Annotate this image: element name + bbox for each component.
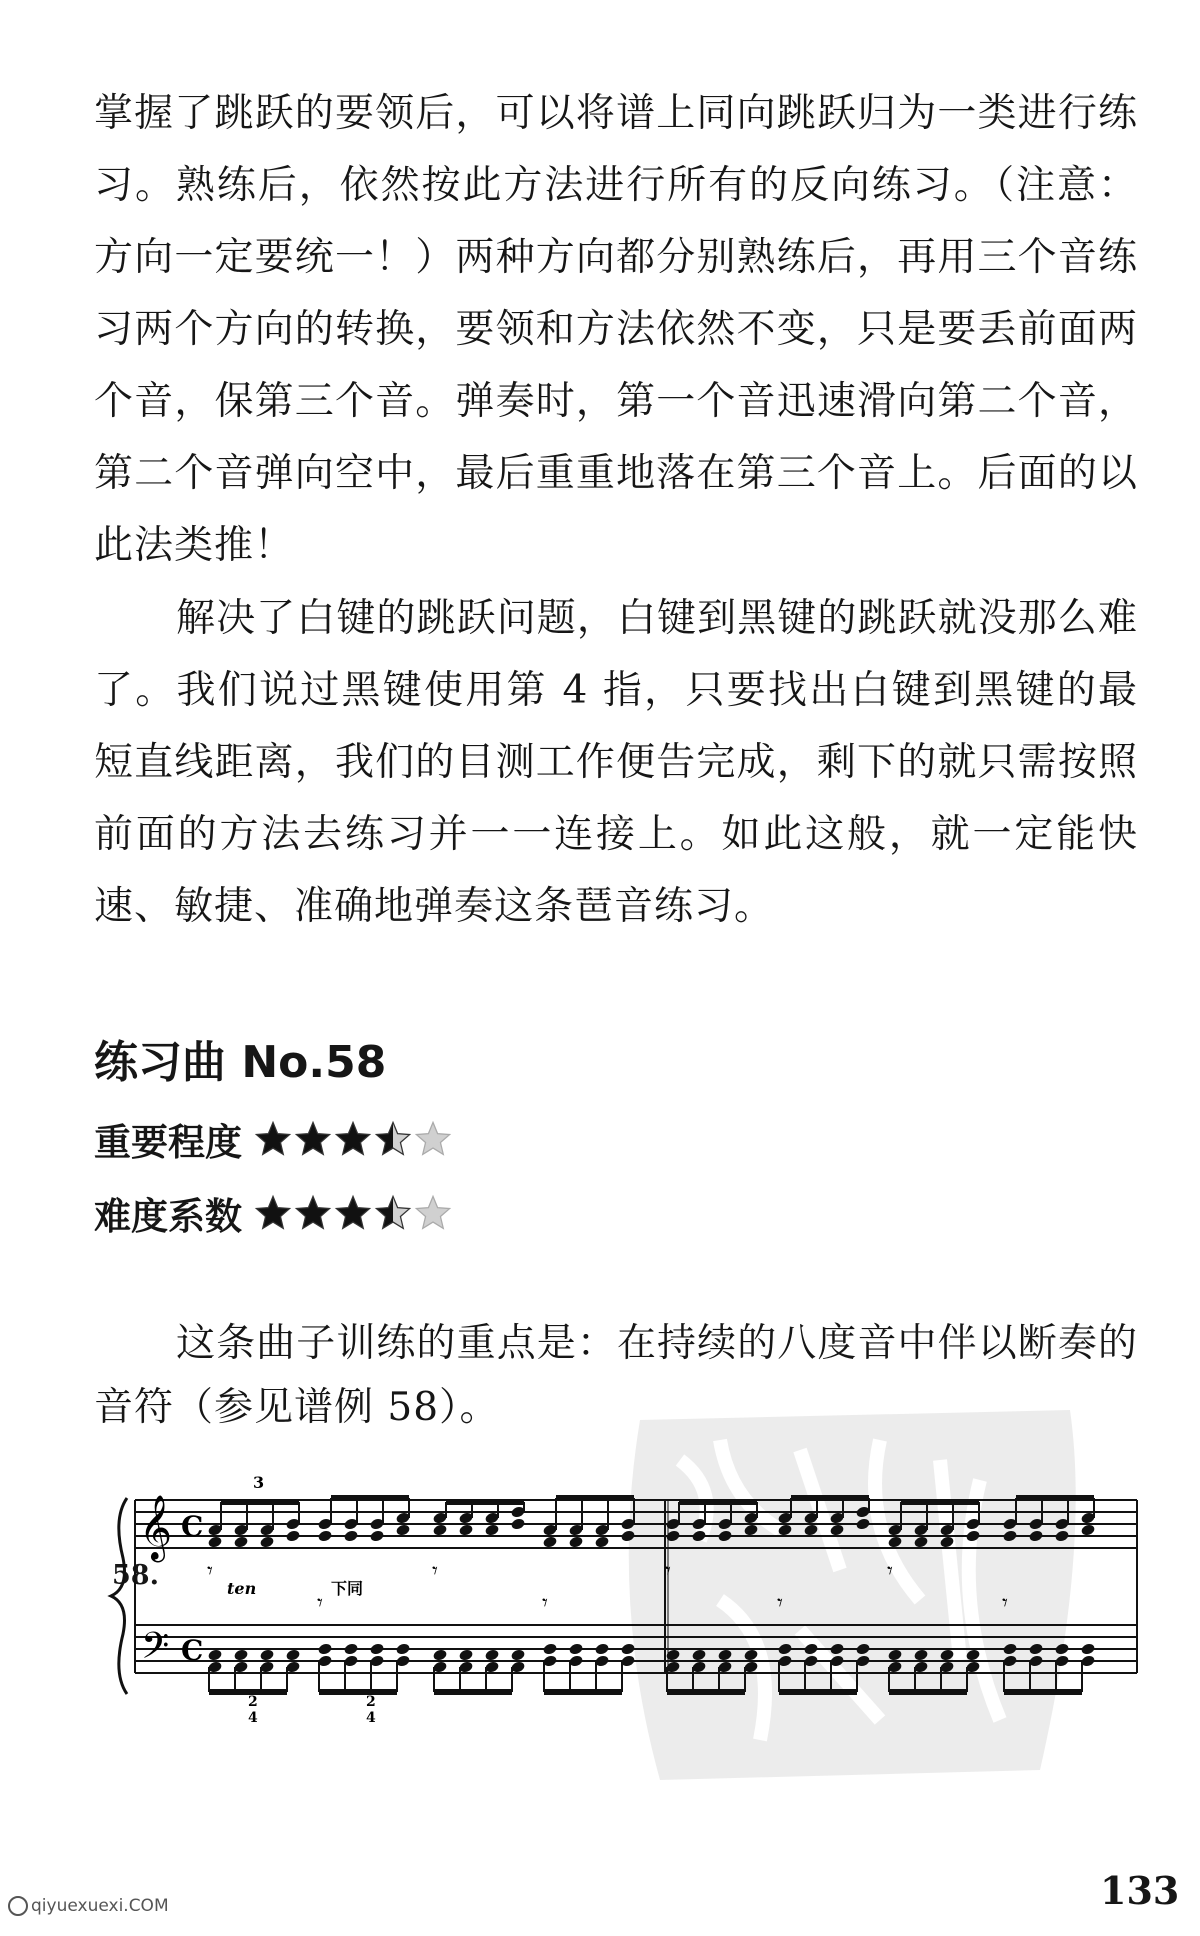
- treble-note: [317, 1529, 332, 1542]
- rest-icon: 𝄾: [207, 1559, 213, 1584]
- bass-note: [829, 1642, 844, 1655]
- treble-note: [369, 1529, 384, 1542]
- bass-note: [568, 1642, 583, 1655]
- treble-note: [1080, 1523, 1095, 1536]
- bass-note: [777, 1642, 792, 1655]
- bass-note: [887, 1648, 902, 1661]
- site-text: qiyuexuexi.COM: [31, 1896, 169, 1916]
- star-filled-icon: [254, 1120, 292, 1158]
- rest-icon: 𝄾: [665, 1559, 671, 1584]
- fingering-4b: 4: [366, 1710, 376, 1726]
- bass-staff: [135, 1625, 1137, 1673]
- treble-note: [484, 1523, 499, 1536]
- star-filled-icon: [294, 1194, 332, 1232]
- treble-note: [691, 1529, 706, 1542]
- treble-note: [620, 1529, 635, 1542]
- treble-note: [594, 1535, 609, 1548]
- treble-note: [965, 1529, 980, 1542]
- treble-note: [777, 1523, 792, 1536]
- rating-importance: [94, 1112, 454, 1166]
- bass-clef-icon: 𝄢: [141, 1625, 170, 1676]
- time-signature-bass: C: [181, 1634, 204, 1667]
- rest-icon: 𝄾: [777, 1591, 783, 1616]
- treble-note: [1054, 1529, 1069, 1542]
- treble-note: [542, 1535, 557, 1548]
- example-number: 58.: [112, 1560, 159, 1591]
- bass-note: [285, 1648, 300, 1661]
- bass-note: [620, 1642, 635, 1655]
- treble-note: [1028, 1529, 1043, 1542]
- bass-note: [233, 1648, 248, 1661]
- bass-note: [1054, 1642, 1069, 1655]
- fingering-3: 3: [253, 1473, 265, 1492]
- paragraph-2: 解决了白键的跳跃问题，白键到黑键的跳跃就没那么难了。我们说过黑键使用第 4 指，只要找出白键到黑键的最短直线距离，我们的目测工作便告完成，剩下的就只需按照前面的方法去练习并一一连接上。如此这般，就一定能快速、敏捷、准确地弹奏这条琶音练习。: [94, 596, 1138, 929]
- bass-note: [939, 1648, 954, 1661]
- treble-note: [207, 1535, 222, 1548]
- hand-marking: 下同: [331, 1579, 364, 1598]
- bass-note: [510, 1648, 525, 1661]
- star-filled-icon: [334, 1194, 372, 1232]
- section-title: 练习曲 No.58: [94, 1037, 387, 1088]
- treble-note: [855, 1517, 870, 1530]
- bass-note: [691, 1648, 706, 1661]
- treble-note: [510, 1517, 525, 1530]
- treble-note: [285, 1529, 300, 1542]
- star-half-icon: [374, 1194, 412, 1232]
- bass-note: [395, 1642, 410, 1655]
- time-signature-treble: C: [181, 1510, 204, 1543]
- fingering-2b: 2: [366, 1694, 376, 1710]
- rest-icon: 𝄾: [1002, 1591, 1008, 1616]
- fingering-2: 2: [248, 1694, 258, 1710]
- treble-note: [887, 1535, 902, 1548]
- rating-importance-stars: [254, 1120, 454, 1158]
- music-score: [105, 1460, 1145, 1730]
- rating-difficulty-stars: [254, 1194, 454, 1232]
- bass-note: [484, 1648, 499, 1661]
- star-half-icon: [374, 1120, 412, 1158]
- bass-note: [542, 1642, 557, 1655]
- bass-note: [743, 1648, 758, 1661]
- bass-note: [317, 1642, 332, 1655]
- treble-notes: [207, 1498, 1096, 1616]
- star-filled-icon: [254, 1194, 292, 1232]
- circle-logo-icon: [8, 1896, 28, 1916]
- rating-difficulty-label: 难度系数: [94, 1195, 242, 1238]
- treble-note: [829, 1523, 844, 1536]
- rest-icon: 𝄾: [887, 1559, 893, 1584]
- rest-icon: 𝄾: [542, 1591, 548, 1616]
- paragraph-3: 这条曲子训练的重点是：在持续的八度音中伴以断奏的音符（参见谱例 58）。: [94, 1321, 1138, 1430]
- rating-difficulty: [94, 1186, 454, 1240]
- bass-note: [1028, 1642, 1043, 1655]
- treble-note: [939, 1535, 954, 1548]
- star-filled-icon: [334, 1120, 372, 1158]
- bass-note: [965, 1648, 980, 1661]
- ten-marking: ten: [227, 1579, 257, 1598]
- site-watermark: [8, 1896, 169, 1916]
- bass-note: [803, 1642, 818, 1655]
- fingering-4: 4: [248, 1710, 258, 1726]
- bass-note: [1002, 1642, 1017, 1655]
- star-empty-icon: [414, 1120, 452, 1158]
- treble-note: [1002, 1529, 1017, 1542]
- star-filled-icon: [294, 1120, 332, 1158]
- bass-note: [458, 1648, 473, 1661]
- paragraph-1: 掌握了跳跃的要领后，可以将谱上同向跳跃归为一类进行练习。熟练后，依然按此方法进行所有的反向练习。（注意：方向一定要统一！）两种方向都分别熟练后，再用三个音练习两个方向的转换，要领和方法依然不变，只是要丢前面两个音，保第三个音。弹奏时，第一个音迅速滑向第二个音，第二个音弹向空中，最后重重地落在第三个音上。后面的以此法类推！: [94, 91, 1138, 568]
- page-number: 133: [1100, 1868, 1180, 1913]
- treble-note: [458, 1523, 473, 1536]
- bass-note: [855, 1642, 870, 1655]
- bass-note: [913, 1648, 928, 1661]
- bass-note: [432, 1648, 447, 1661]
- bass-note: [343, 1642, 358, 1655]
- treble-note: [343, 1529, 358, 1542]
- bass-note: [717, 1648, 732, 1661]
- treble-note: [717, 1529, 732, 1542]
- bass-note: [1080, 1642, 1095, 1655]
- bass-note: [207, 1648, 222, 1661]
- rest-icon: 𝄾: [432, 1559, 438, 1584]
- treble-note: [743, 1523, 758, 1536]
- brace-icon: [111, 1498, 127, 1694]
- treble-staff: [135, 1500, 1137, 1548]
- treble-note: [432, 1523, 447, 1536]
- treble-note: [259, 1535, 274, 1548]
- rating-importance-label: 重要程度: [94, 1121, 242, 1164]
- rest-icon: 𝄾: [317, 1591, 323, 1616]
- bass-note: [594, 1642, 609, 1655]
- treble-clef-icon: 𝄞: [139, 1495, 173, 1560]
- bass-note: [259, 1648, 274, 1661]
- treble-note: [913, 1535, 928, 1548]
- treble-note: [395, 1523, 410, 1536]
- star-empty-icon: [414, 1194, 452, 1232]
- bass-note: [369, 1642, 384, 1655]
- treble-note: [803, 1523, 818, 1536]
- treble-note: [568, 1535, 583, 1548]
- treble-note: [233, 1535, 248, 1548]
